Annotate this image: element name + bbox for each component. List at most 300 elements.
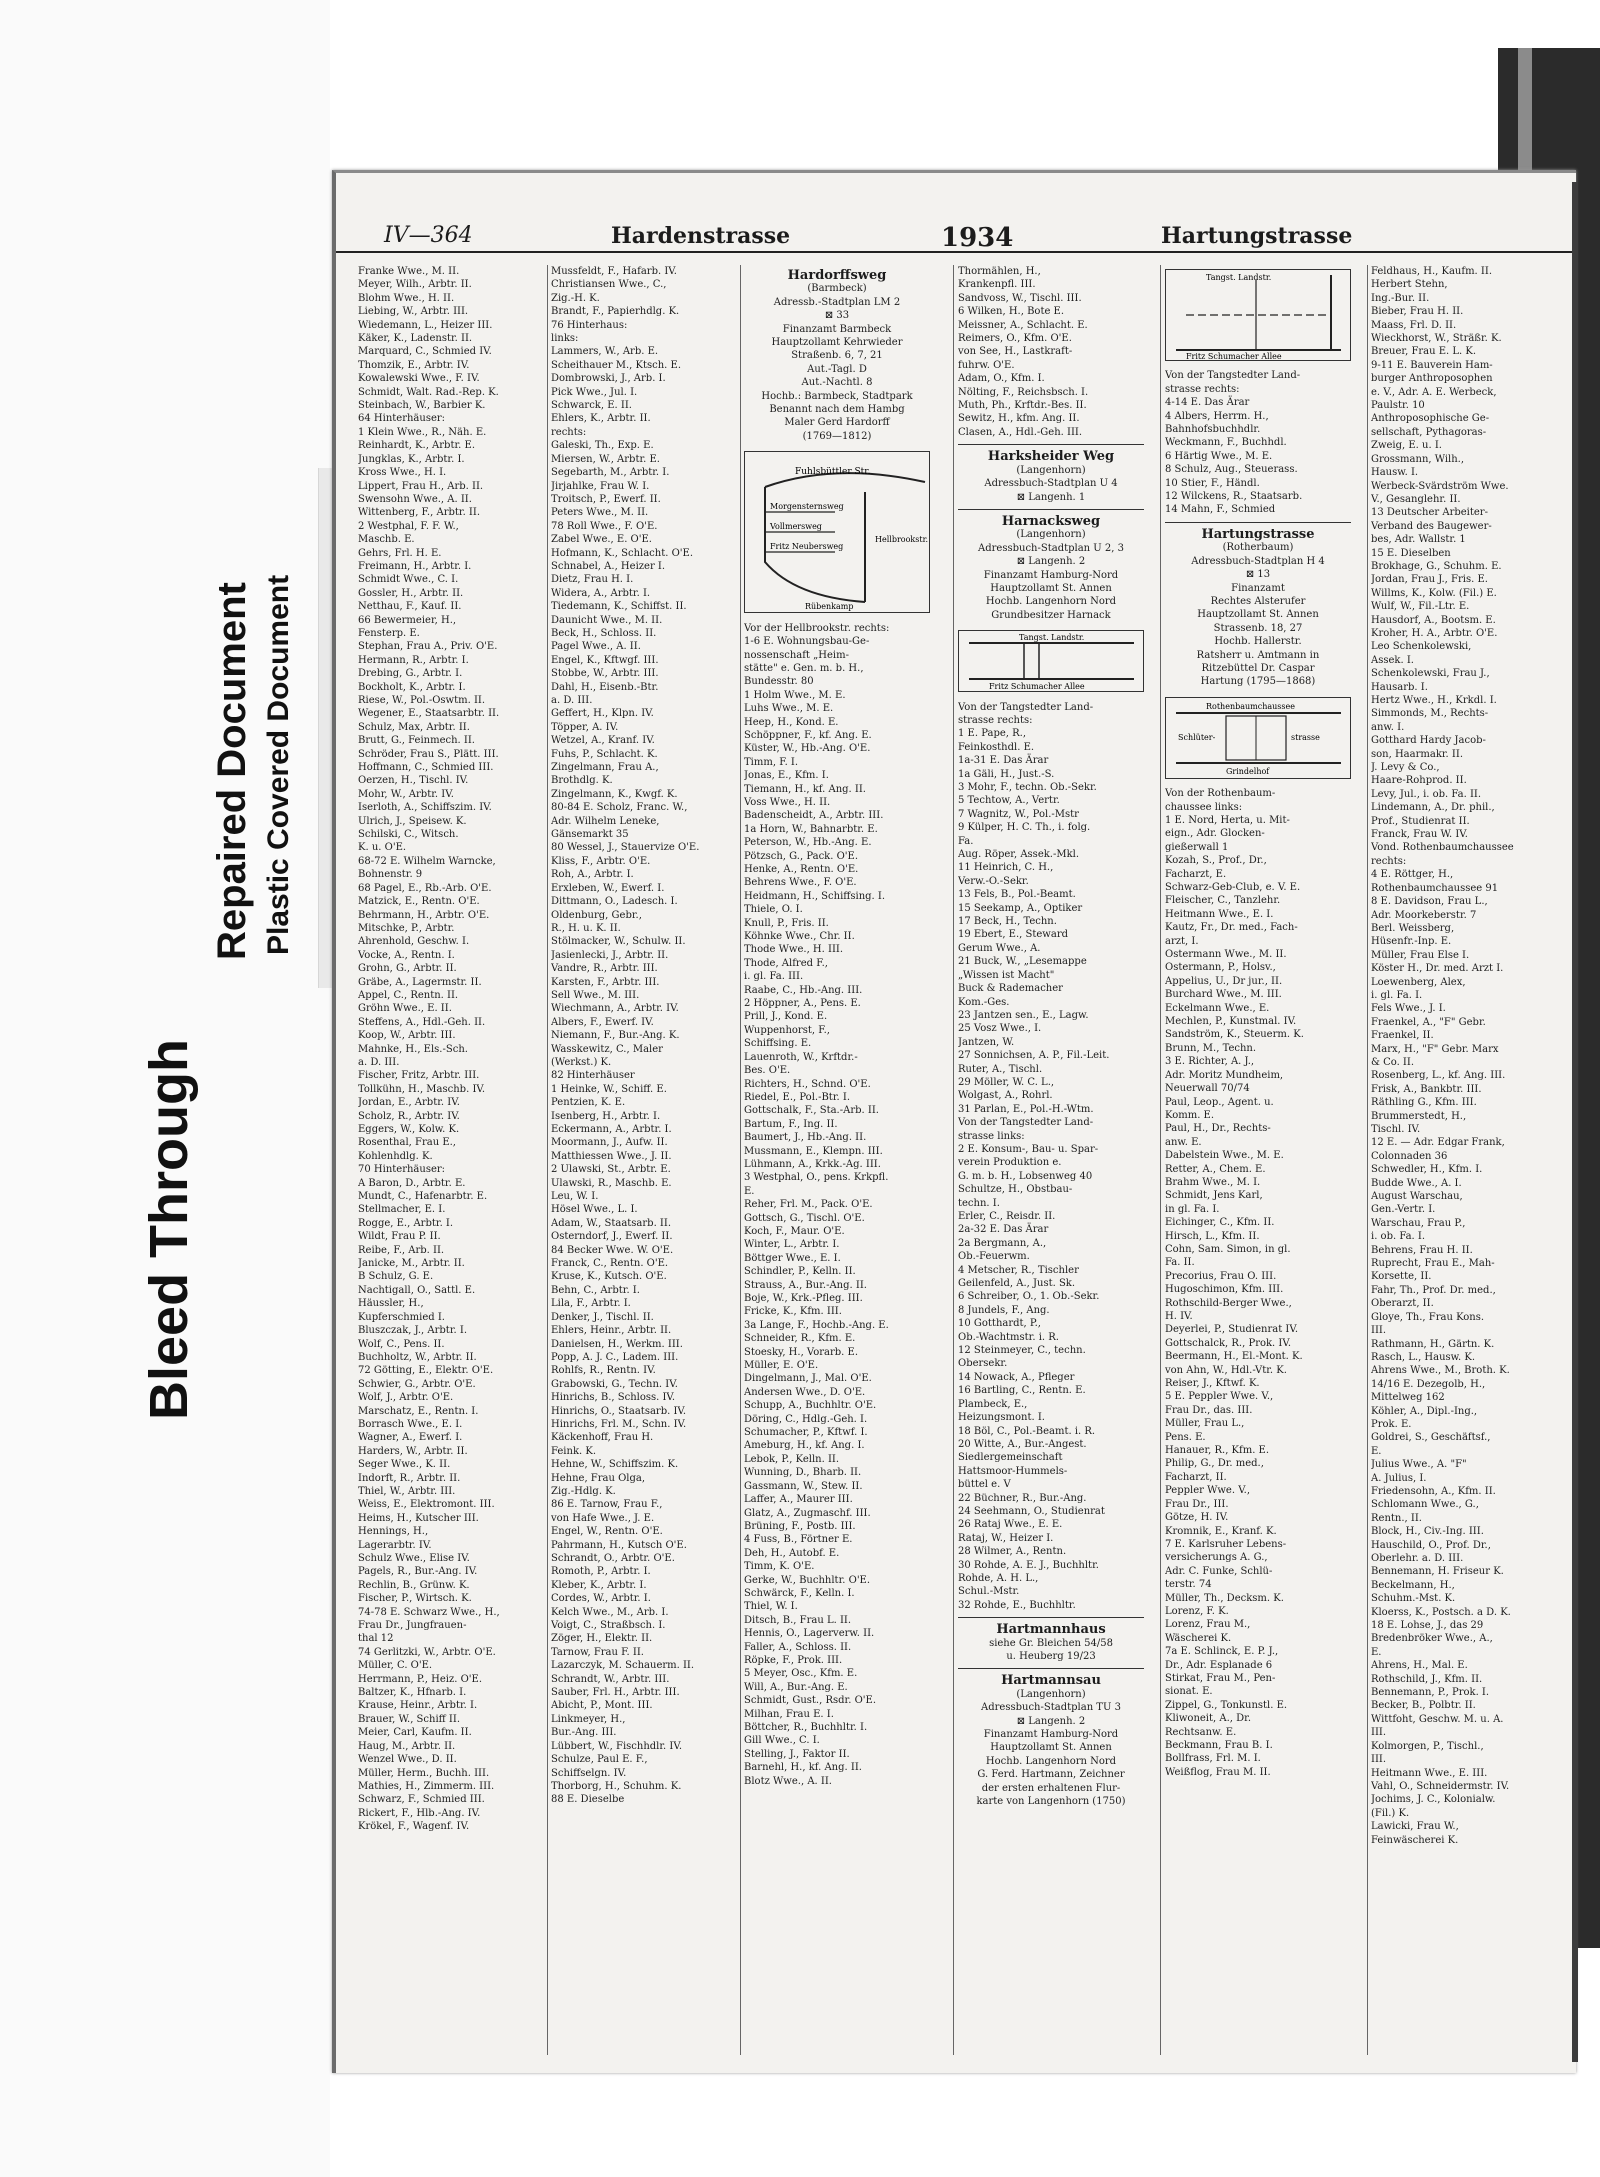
entry-line: Hattsmoor-Hummels-: [958, 1465, 1068, 1477]
entry-line: Hochb.: Barmbeck, Stadtpark: [761, 390, 913, 402]
entry-line: von Ahn, W., Hdl.-Vtr. K.: [1165, 1364, 1287, 1376]
entry-line: Adr. Wilhelm Leneke,: [551, 815, 660, 827]
entry-line: Rechtes Alsterufer: [1210, 595, 1306, 607]
entry-line: Ahrens, H., Mal. E.: [1371, 1660, 1468, 1672]
entry-line: Heidmann, H., Schiffsing. I.: [744, 890, 886, 902]
entry-line: Erler, C., Reisdr. II.: [958, 1211, 1056, 1222]
entry-line: 68-72 E. Wilhelm Warncke,: [358, 855, 496, 867]
entry-line: Grossmann, Wilh.,: [1371, 453, 1465, 465]
entry-line: Ahrens Wwe., M., Broth. K.: [1371, 1365, 1510, 1377]
entry-line: Popp, A. J. C., Ladem. III.: [551, 1351, 679, 1363]
map-label: Fritz Schumacher Allee: [989, 682, 1085, 692]
entry-line: Boje, W., Krk.-Pfleg. III.: [744, 1293, 863, 1304]
entry-line: Widera, A., Arbtr. I.: [551, 587, 651, 599]
page-number: IV—364: [384, 223, 473, 248]
entry-line: Ahrenhold, Geschw. I.: [358, 936, 470, 948]
entry-line: Schul.-Mstr.: [958, 1586, 1020, 1598]
entry-line: Schlomann Wwe., G.,: [1371, 1499, 1479, 1511]
entry-line: Ritzebüttel Dr. Caspar: [1201, 662, 1315, 674]
entry-line: Thiele, O. I.: [744, 904, 803, 916]
entry-line: Meier, Carl, Kaufm. II.: [358, 1727, 472, 1739]
street-title: Harksheider Weg: [987, 449, 1115, 465]
entry-line: Schwarz-Geb-Club, e. V. E.: [1165, 882, 1301, 893]
entry-line: 14 Nowack, A., Pfleger: [958, 1371, 1075, 1383]
entry-line: Niemann, F., Bur.-Ang. K.: [551, 1030, 680, 1042]
entry-line: 5 E. Peppler Wwe. V.,: [1165, 1391, 1274, 1403]
entry-line: Hertz Wwe., H., Krkdl. I.: [1371, 695, 1497, 706]
entry-line: Thormählen, H.,: [958, 266, 1041, 277]
entry-line: Hirsch, L., Kfm. II.: [1165, 1230, 1260, 1242]
entry-line: Finanzamt Hamburg-Nord: [983, 1729, 1119, 1741]
entry-line: Jordan, E., Arbtr. IV.: [358, 1097, 460, 1109]
entry-line: Marschatz, E., Rentn. I.: [358, 1405, 479, 1417]
entry-line: Fa. II.: [1165, 1257, 1195, 1269]
entry-line: Harders, W., Arbtr. II.: [358, 1445, 468, 1457]
entry-line: Mittelweg 162: [1371, 1392, 1445, 1404]
entry-line: Räthling G., Kfm. III.: [1371, 1097, 1477, 1109]
column-1: [358, 265, 544, 2055]
entry-line: Schuhm.-Mst. K.: [1371, 1593, 1456, 1605]
left-street-title: Hardenstrasse: [611, 223, 791, 249]
entry-line: Adr. Moorkeberstr. 7: [1371, 909, 1477, 921]
entry-line: Lammers, W., Arb. E.: [551, 346, 659, 358]
entry-line: Zöger, H., Elektr. II.: [551, 1633, 653, 1645]
entry-line: Wunning, D., Bharb. II.: [744, 1467, 862, 1479]
entry-line: 17 Beck, H., Techn.: [958, 916, 1057, 928]
street-map-hardorffsweg: [744, 451, 930, 613]
entry-line: Ehlers, K., Arbtr. II.: [551, 413, 651, 425]
entry-line: Stoesky, H., Vorarb. E.: [744, 1346, 859, 1358]
entry-line: Colonnaden 36: [1371, 1150, 1448, 1162]
entry-line: Kromnik, E., Kranf. K.: [1165, 1525, 1277, 1537]
entry-line: Zweig, E. u. I.: [1371, 440, 1442, 452]
watermark-bleed-through: Bleed Through: [139, 1039, 199, 1420]
entry-line: Hösel Wwe., L. I.: [551, 1204, 638, 1216]
entry-line: Gossler, H., Arbtr. II.: [358, 587, 464, 599]
entry-line: Böttger Wwe., E. I.: [744, 1252, 841, 1264]
entry-line: 29 Möller, W. C. L.,: [958, 1076, 1055, 1088]
entry-line: Wäscherei K.: [1165, 1632, 1232, 1644]
entry-line: Erxleben, W., Ewerf. I.: [551, 882, 665, 894]
entry-line: 9-11 E. Bauverein Ham-: [1371, 359, 1493, 371]
entry-line: Sell Wwe., M. III.: [551, 989, 640, 1001]
entry-line: Von der Tangstedter Land-: [958, 701, 1094, 713]
entry-line: Schilski, C., Witsch.: [358, 829, 459, 841]
entry-line: Lawicki, Frau W.,: [1371, 1821, 1459, 1833]
entry-line: Rohlfs, R., Rentn. IV.: [551, 1365, 656, 1377]
entry-line: Geffert, H., Klpn. IV.: [551, 708, 654, 720]
entry-line: Danielsen, H., Werkm. III.: [551, 1338, 683, 1350]
entry-line: Hausw. I.: [1371, 467, 1419, 479]
entry-line: Mohr, W., Arbtr. IV.: [358, 788, 454, 800]
entry-line: Hauptzollamt Kehrwieder: [771, 337, 903, 349]
entry-line: Grabowski, G., Techn. IV.: [551, 1378, 678, 1390]
entry-line: 14/16 E. Dezegolb, H.,: [1371, 1378, 1486, 1390]
entry-line: Ditsch, B., Frau L. II.: [744, 1614, 852, 1626]
entry-line: Frau Dr., das. III.: [1165, 1404, 1253, 1416]
entry-line: Fraenkel, II.: [1371, 1030, 1434, 1042]
entry-line: August Warschau,: [1371, 1191, 1463, 1203]
entry-line: Burchard Wwe., M. III.: [1165, 989, 1282, 1001]
entry-line: Oberarzt, II.: [1371, 1298, 1434, 1310]
entry-line: Bredenbröker Wwe., A.,: [1371, 1633, 1493, 1645]
entry-line: Verband des Baugewer-: [1371, 520, 1492, 532]
entry-line: Block, H., Civ.-Ing. III.: [1371, 1526, 1484, 1538]
entry-line: Adam, W., Staatsarb. II.: [551, 1217, 672, 1229]
entry-line: Stobbe, W., Arbtr. III.: [551, 668, 659, 680]
map-label: Fritz Schumacher Allee: [1186, 352, 1282, 361]
entry-line: 80-84 E. Scholz, Franc. W.,: [551, 802, 688, 814]
entry-line: arzt, I.: [1165, 935, 1199, 947]
entry-line: Hennings, H.,: [358, 1526, 429, 1538]
entry-line: Brothdlg. K.: [551, 775, 613, 787]
entry-line: son, Haarmakr. II.: [1371, 748, 1463, 760]
street-title: Hartmannsau: [1001, 1673, 1101, 1689]
entry-line: Grohn, G., Arbtr. II.: [358, 963, 457, 975]
entry-line: Prill, J., Kond. E.: [744, 1011, 828, 1023]
entry-line: Hausarb. I.: [1371, 681, 1428, 693]
entry-line: Luhs Wwe., M. E.: [744, 703, 834, 715]
entry-line: Oberlehr. a. D. III.: [1371, 1553, 1464, 1564]
entry-line: Koop, W., Arbtr. III.: [358, 1030, 456, 1042]
entry-line: Strauss, A., Bur.-Ang. II.: [744, 1279, 867, 1291]
entry-line: Haare-Rohprod. II.: [1371, 775, 1467, 787]
entry-line: Gerum Wwe., A.: [958, 942, 1041, 954]
entry-line: Deyerlei, P., Studienrat IV.: [1165, 1324, 1299, 1336]
entry-line: Paulstr. 10: [1371, 400, 1425, 412]
entry-line: Clasen, A., Hdl.-Geh. III.: [958, 426, 1083, 438]
entry-line: Vor der Hellbrookstr. rechts:: [744, 622, 890, 634]
entry-line: Retter, A., Chem. E.: [1165, 1163, 1266, 1175]
entry-line: Eggers, W., Kolw. K.: [358, 1124, 460, 1135]
entry-line: Köster H., Dr. med. Arzt I.: [1371, 963, 1504, 975]
entry-line: Scholz, R., Arbtr. IV.: [358, 1110, 460, 1122]
column-rule: [1160, 265, 1161, 2055]
divider: [958, 509, 1144, 510]
entry-line: Kross Wwe., H. I.: [358, 467, 447, 479]
entry-line: Fischer, Fritz, Arbtr. III.: [358, 1070, 480, 1082]
entry-line: Döring, C., Hdlg.-Geh. I.: [744, 1413, 868, 1425]
entry-line: Hennis, O., Lagerverw. II.: [744, 1628, 875, 1640]
entry-line: Plambeck, E.,: [958, 1398, 1028, 1410]
entry-line: 32 Rohde, E., Buchhltr.: [958, 1599, 1076, 1611]
entry-line: Riese, W., Pol.-Oswtm. II.: [358, 695, 486, 706]
entry-line: Liebing, W., Arbtr. III.: [358, 306, 469, 318]
entry-line: Cordes, W., Arbtr. I.: [551, 1593, 651, 1605]
entry-line: Brüning, F., Postb. III.: [744, 1520, 856, 1532]
entry-line: Wiechmann, A., Arbtr. IV.: [551, 1003, 679, 1015]
entry-line: Müller, Frau L.,: [1165, 1418, 1245, 1430]
entry-line: Gloye, Th., Frau Kons.: [1371, 1311, 1485, 1323]
entry-line: Pens. E.: [1165, 1431, 1206, 1443]
entry-line: Haug, M., Arbtr. II.: [358, 1740, 456, 1752]
entry-line: Brunn, M., Techn.: [1165, 1042, 1257, 1054]
entry-line: verein Produktion e.: [958, 1157, 1062, 1169]
entry-line: von Hafe Wwe., J. E.: [551, 1512, 655, 1524]
entry-line: Nachtigall, O., Sattl. E.: [358, 1284, 476, 1296]
entry-line: Thode, Alfred F.,: [744, 957, 828, 969]
entry-line: 66 Bewermeier, H.,: [358, 614, 457, 626]
entry-line: Behrens Wwe., F. O'E.: [744, 877, 857, 889]
entry-line: Timm, K. O'E.: [744, 1561, 815, 1573]
entry-line: Stelling, J., Faktor II.: [744, 1748, 850, 1760]
entry-line: Müller, Th., Decksm. K.: [1165, 1592, 1284, 1604]
entry-line: a. D. III.: [551, 695, 593, 706]
entry-line: Töpper, A. IV.: [551, 721, 619, 733]
entry-line: Freimann, H., Arbtr. I.: [358, 560, 472, 572]
entry-line: Lindemann, A., Dr. phil.,: [1371, 802, 1495, 814]
entry-line: Brauer, W., Schiff II.: [358, 1713, 461, 1725]
street-block-hartungstrasse: [1165, 528, 1351, 689]
entry-line: Heitmann Wwe., E. I.: [1165, 908, 1274, 920]
entry-line: Eichinger, C., Kfm. II.: [1165, 1217, 1275, 1229]
entry-line: Werbeck-Svärdström Wwe.: [1371, 480, 1509, 492]
column-rule: [1367, 265, 1368, 2055]
entry-line: Gill Wwe., C. I.: [744, 1735, 820, 1747]
entry-line: Steinbach, W., Barbier K.: [358, 400, 486, 412]
entry-line: Eckermann, A., Arbtr. I.: [551, 1124, 672, 1135]
street-entries: [1165, 369, 1351, 516]
entry-line: 4-14 E. Das Ärar: [1165, 397, 1250, 409]
entry-line: Jochims, J. C., Kolonialw.: [1371, 1794, 1496, 1806]
entry-line: Schmidt Wwe., C. I.: [358, 574, 459, 586]
entry-line: Röpke, F., Prok. III.: [744, 1654, 843, 1666]
entry-line: Frau Dr., Jungfrauen-: [358, 1620, 467, 1632]
entry-line: Gen.-Vertr. I.: [1371, 1204, 1436, 1216]
entry-line: Lauenroth, W., Krftdr.-: [744, 1051, 858, 1063]
entry-line: Fleischer, C., Tanzlehr.: [1165, 895, 1281, 907]
entry-line: Schulze, Paul E. F.,: [551, 1754, 648, 1766]
entry-line: Moormann, J., Aufw. II.: [551, 1137, 668, 1149]
entry-line: 21 Buck, W., „Lesemappe: [958, 956, 1087, 968]
entry-line: Küster, W., Hb.-Ang. O'E.: [744, 743, 871, 755]
entry-line: Müller, E. O'E.: [744, 1360, 819, 1372]
entry-line: 24 Seehmann, O., Studienrat: [958, 1505, 1105, 1517]
entry-line: Matzick, E., Rentn. O'E.: [358, 896, 480, 908]
entry-line: Jantzen, W.: [958, 1036, 1015, 1048]
entry-line: 3a Lange, F., Hochb.-Ang. E.: [744, 1319, 889, 1331]
entry-line: Buchholtz, W., Arbtr. II.: [358, 1351, 477, 1363]
street-entries: [958, 265, 1144, 439]
entry-line: Pagels, R., Bur.-Ang. IV.: [358, 1566, 478, 1578]
entry-line: Kohlenhdlg. K.: [358, 1150, 433, 1162]
street-district: (Langenhorn): [1016, 529, 1086, 541]
entry-line: Wulf, W., Fil.-Ltr. E.: [1371, 601, 1470, 613]
entry-line: links:: [551, 333, 579, 345]
entry-line: Neuerwall 70/74: [1165, 1083, 1250, 1095]
entry-line: 4 E. Röttger, H.,: [1371, 869, 1454, 881]
entry-line: 3 Mohr, F., techn. Ob.-Sekr.: [958, 782, 1097, 793]
entry-line: Oldenburg, Gebr.,: [551, 909, 642, 921]
entry-line: Rasch, L., Hausw. K.: [1371, 1351, 1476, 1363]
entry-line: Appelius, U., Dr jur., II.: [1165, 975, 1283, 987]
entry-line: Schindler, P., Kelln. II.: [744, 1266, 856, 1278]
entry-line: Drebing, G., Arbtr. I.: [358, 668, 463, 680]
entry-line: 16 Bartling, C., Rentn. E.: [958, 1385, 1086, 1397]
entry-line: Berl. Weissberg,: [1371, 922, 1455, 934]
divider: [1165, 522, 1351, 523]
entry-line: Kozah, S., Prof., Dr.,: [1165, 855, 1267, 867]
entry-line: Adressbuch-Stadtplan TU 3: [981, 1702, 1121, 1714]
entry-line: Iserloth, A., Schiffszim. IV.: [358, 802, 492, 814]
entry-line: Strassenb. 18, 27: [1213, 622, 1303, 634]
entry-line: Fels Wwe., J. I.: [1371, 1003, 1446, 1015]
entry-line: Nölting, F., Reichsbsch. I.: [958, 386, 1089, 398]
entry-line: III.: [1371, 1754, 1387, 1766]
entry-line: Jungklas, K., Arbtr. I.: [358, 453, 465, 465]
entry-line: Blotz Wwe., A. II.: [744, 1775, 832, 1787]
entry-line: Buck & Rademacher: [958, 983, 1063, 995]
entry-line: 88 E. Dieselbe: [551, 1794, 625, 1806]
entry-line: 18 E. Lohse, J., das 29: [1371, 1620, 1484, 1632]
entry-line: Leu, W. I.: [551, 1191, 599, 1203]
entry-line: Rechtsanw. E.: [1165, 1726, 1237, 1738]
entry-line: Weiss, E., Elektromont. III.: [358, 1499, 495, 1511]
entry-line: Benannt nach dem Hambg: [769, 404, 905, 416]
entry-line: Zabel Wwe., E. O'E.: [551, 534, 652, 546]
entry-line: anw. I.: [1371, 721, 1405, 733]
entry-line: Bohnenstr. 9: [358, 869, 423, 881]
map-label: Tangst. Landstr.: [1206, 273, 1272, 282]
entry-line: Warschau, Frau P.,: [1371, 1217, 1466, 1229]
entry-line: Bahnhofsbuchhdlr.: [1165, 424, 1261, 436]
entry-line: a. D. III.: [358, 1056, 400, 1068]
entry-line: Sauber, Frl. H., Arbtr. III.: [551, 1687, 680, 1699]
entry-line: A Baron, D., Arbtr. E.: [358, 1177, 466, 1189]
entry-line: Ob.-Wachtmstr. i. R.: [958, 1331, 1059, 1343]
entry-line: Schöppner, F., kf. Ang. E.: [744, 729, 872, 741]
entry-line: Gottsch, G., Tischl. O'E.: [744, 1212, 865, 1224]
entry-line: Brutt, G., Feinmech. II.: [358, 735, 475, 747]
entry-line: 82 Hinterhäuser: [551, 1070, 635, 1082]
entry-line: Matthiessen Wwe., J. II.: [551, 1150, 672, 1162]
entry-line: Von der Tangstedter Land-: [1165, 370, 1301, 382]
entry-line: Heims, H., Kutscher III.: [358, 1512, 479, 1524]
entry-line: Schumacher, P., Kftwf. I.: [744, 1427, 868, 1439]
entry-line: 2 Höppner, A., Pens. E.: [744, 998, 861, 1010]
entry-line: Zig.-Hdlg. K.: [551, 1485, 616, 1497]
entry-line: Köhler, A., Dipl.-Ing.,: [1371, 1405, 1478, 1417]
entry-line: Prok. E.: [1371, 1418, 1412, 1430]
divider: [958, 1668, 1144, 1669]
entry-line: Siedlergemeinschaft: [958, 1452, 1063, 1464]
entry-line: u. Heuberg 19/23: [1006, 1651, 1096, 1662]
entry-line: von See, H., Lastkraft-: [958, 346, 1073, 358]
entry-line: Miersen, W., Arbtr. E.: [551, 453, 660, 465]
entry-line: Thiel, W., Arbtr. III.: [358, 1485, 456, 1497]
entry-line: Grundbesitzer Harnack: [991, 609, 1111, 621]
entry-line: Gassmann, W., Stew. II.: [744, 1480, 863, 1492]
entry-line: Kom.-Ges.: [958, 996, 1010, 1008]
entry-line: Behrens, Frau H. II.: [1371, 1244, 1473, 1256]
entry-line: strasse rechts:: [958, 714, 1033, 726]
entry-line: 28 Wilmer, A., Rentn.: [958, 1546, 1067, 1558]
entry-line: Baumert, J., Hb.-Ang. II.: [744, 1132, 867, 1144]
entry-line: Wittfoht, Geschw. M. u. A.: [1371, 1713, 1504, 1725]
entry-line: Daunicht Wwe., M. II.: [551, 614, 663, 626]
entry-line: Jirjahlke, Frau W. I.: [551, 480, 650, 492]
entry-line: 8 E. Davidson, Frau L.,: [1371, 896, 1488, 908]
entry-line: 2 Ulawski, St., Arbtr. E.: [551, 1164, 671, 1176]
column-rule: [740, 265, 741, 2055]
entry-line: Oerzen, H., Tischl. IV.: [358, 775, 469, 787]
entry-line: 1 Holm Wwe., M. E.: [744, 689, 846, 701]
entry-line: Ameburg, H., kf. Ang. I.: [744, 1440, 865, 1452]
column-3: [744, 265, 930, 2055]
entry-line: 80 Wessel, J., Stauervize O'E.: [551, 842, 700, 854]
entry-line: 19 Ebert, E., Steward: [958, 929, 1069, 941]
entry-line: 12 Steinmeyer, C., techn.: [958, 1345, 1086, 1357]
entry-line: Rosenberg, L., kf. Ang. III.: [1371, 1070, 1506, 1082]
entry-line: 2a Bergmann, A.,: [958, 1237, 1047, 1249]
entry-line: Schwier, G., Arbtr. O'E.: [358, 1378, 476, 1390]
entry-line: Stellmacher, E. I.: [358, 1204, 446, 1216]
entry-line: A. Julius, I.: [1371, 1472, 1427, 1484]
entry-line: Schrandt, W., Arbtr. III.: [551, 1673, 670, 1685]
entry-line: Hugoschimon, Kfm. III.: [1165, 1284, 1284, 1296]
entry-line: 4 Albers, Herrm. H.,: [1165, 410, 1269, 422]
entry-line: Facharzt, E.: [1165, 868, 1227, 880]
entry-line: Hauschild, O., Prof. Dr.,: [1371, 1539, 1491, 1551]
entry-line: e. V., Adr. A. E. Werbeck,: [1371, 386, 1497, 398]
entry-line: Mussmann, E., Klempn. III.: [744, 1145, 883, 1157]
entry-line: Isenberg, H., Arbtr. I.: [551, 1110, 661, 1122]
entry-line: Engel, W., Rentn. O'E.: [551, 1526, 663, 1538]
entry-line: Scheithauer M., Ktsch. E.: [551, 359, 682, 371]
entry-line: Vocke, A., Rentn. I.: [358, 949, 455, 961]
entry-line: gießerwall 1: [1165, 841, 1229, 853]
entry-line: Fa.: [958, 835, 974, 847]
entry-line: Bennemann, P., Prok. I.: [1371, 1687, 1490, 1699]
entry-line: i. gl. Fa. I.: [1371, 989, 1423, 1001]
entry-line: Von der Tangstedter Land-: [958, 1117, 1094, 1129]
entry-line: Adr. Moritz Mundheim,: [1165, 1069, 1284, 1081]
entry-line: Marquard, C., Schmied IV.: [358, 346, 492, 358]
entry-line: Adam, O., Kfm. I.: [958, 373, 1045, 385]
entry-line: Beck, H., Schloss. II.: [551, 627, 657, 639]
entry-line: Pentzien, K. E.: [551, 1097, 626, 1109]
entry-line: 2 Westphal, F. F. W.,: [358, 520, 459, 532]
entry-line: G. Ferd. Hartmann, Zeichner: [977, 1769, 1125, 1781]
entry-line: Sandström, K., Steuerm. K.: [1165, 1029, 1304, 1041]
entry-line: der ersten erhaltenen Flur-: [981, 1782, 1121, 1794]
entry-line: versicherungs A. G.,: [1165, 1552, 1268, 1564]
entry-line: Wolgast, A., Rohrl.: [958, 1090, 1053, 1102]
entry-line: Fraenkel, A., "F" Gebr.: [1371, 1016, 1486, 1028]
entry-line: Wenzel Wwe., D. II.: [358, 1754, 457, 1766]
entry-line: 15 E. Dieselben: [1371, 547, 1451, 559]
map-label: Rübenkamp: [805, 602, 854, 612]
entry-line: Schenkolewski, Frau J.,: [1371, 668, 1490, 680]
entry-line: Engel, K., Kftwgf. III.: [551, 654, 659, 666]
entry-line: B Schulz, G. E.: [358, 1271, 434, 1283]
street-map-harnacksweg: [958, 630, 1144, 692]
entry-line: ⊠ Langenh. 2: [1016, 1715, 1086, 1727]
entry-line: Ehlers, Heinr., Arbtr. II.: [551, 1325, 672, 1337]
entry-line: Zig.-H. K.: [551, 292, 600, 304]
entry-line: sionat. E.: [1165, 1686, 1213, 1698]
entry-line: 8 Schulz, Aug., Steuerass.: [1165, 464, 1298, 476]
entry-line: 2a-32 E. Das Ärar: [958, 1224, 1049, 1236]
entry-line: 26 Rataj Wwe., E. E.: [958, 1519, 1063, 1531]
street-district: (Langenhorn): [1016, 1688, 1086, 1700]
entry-line: 1 E. Pape, R.,: [958, 728, 1027, 740]
entry-line: Krause, Heinr., Arbtr. I.: [358, 1700, 478, 1712]
entry-line: Hauptzollamt St. Annen: [990, 582, 1112, 594]
entry-line: Peppler Wwe. V.,: [1165, 1485, 1251, 1497]
column-2: [551, 265, 737, 2055]
entry-line: Bluszczak, J., Arbtr. I.: [358, 1325, 467, 1337]
